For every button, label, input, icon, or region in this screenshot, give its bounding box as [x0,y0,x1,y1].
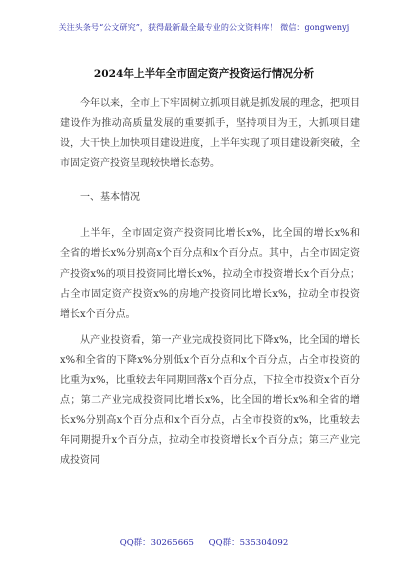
promo-banner [0,22,408,33]
paragraph-overall-investment: 上半年，全市固定资产投资同比增长x%，比全国的增长x%和全省的增长x%分别高x个百分点和x个百分点。其中，占全市固定资产投资x%的项目投资同比增长x%，拉动全市投资增长x个百分点；占全市固定资产投资x%的房地产投资同比增长x%，拉动全市投资增长x个百分点。 [60,228,360,320]
intro-paragraph: 今年以来，全市上下牢固树立抓项目就是抓发展的理念，把项目建设作为推动高质量发展的重要抓手，坚持项目为王，大抓项目建设，大干快上加快项目建设进度，上半年实现了项目建设新突破，全市固定资产投资呈现较快增长态势。 [60,98,360,170]
wechat-id-link[interactable]: gongwenyj [304,23,350,32]
promo-text: 关注头条号“公文研究”，获得最新最全最专业的公文资料库！ 微信： [58,23,305,32]
footer-qq-groups [0,536,408,548]
paragraph-industry-investment: 从产业投资看，第一产业完成投资同比下降x%，比全国的增长x%和全省的下降x%分别低x个百分点和x个百分点，占全市投资的比重为x%，比重较去年同期回落x个百分点，下拉全市投资x个百分点；第二产业完成投资同比增长x%，比全国的增长x%和全省的增长x%分别高x个百分点和x个百分点，占全市投资的x%，比重较去年同期提升x个百分点，拉动全市投资增长x个百分点；第三产业完成投资同 [60,334,360,467]
document-body [60,94,360,472]
qq-group-link-1[interactable]: QQ群：30265665 [119,538,194,548]
document-title: 2024年上半年全市固定资产投资运行情况分析 [93,68,315,80]
section-heading-basic: 一、基本情况 [80,192,140,204]
qq-group-link-2[interactable]: QQ群：535304092 [208,538,289,548]
